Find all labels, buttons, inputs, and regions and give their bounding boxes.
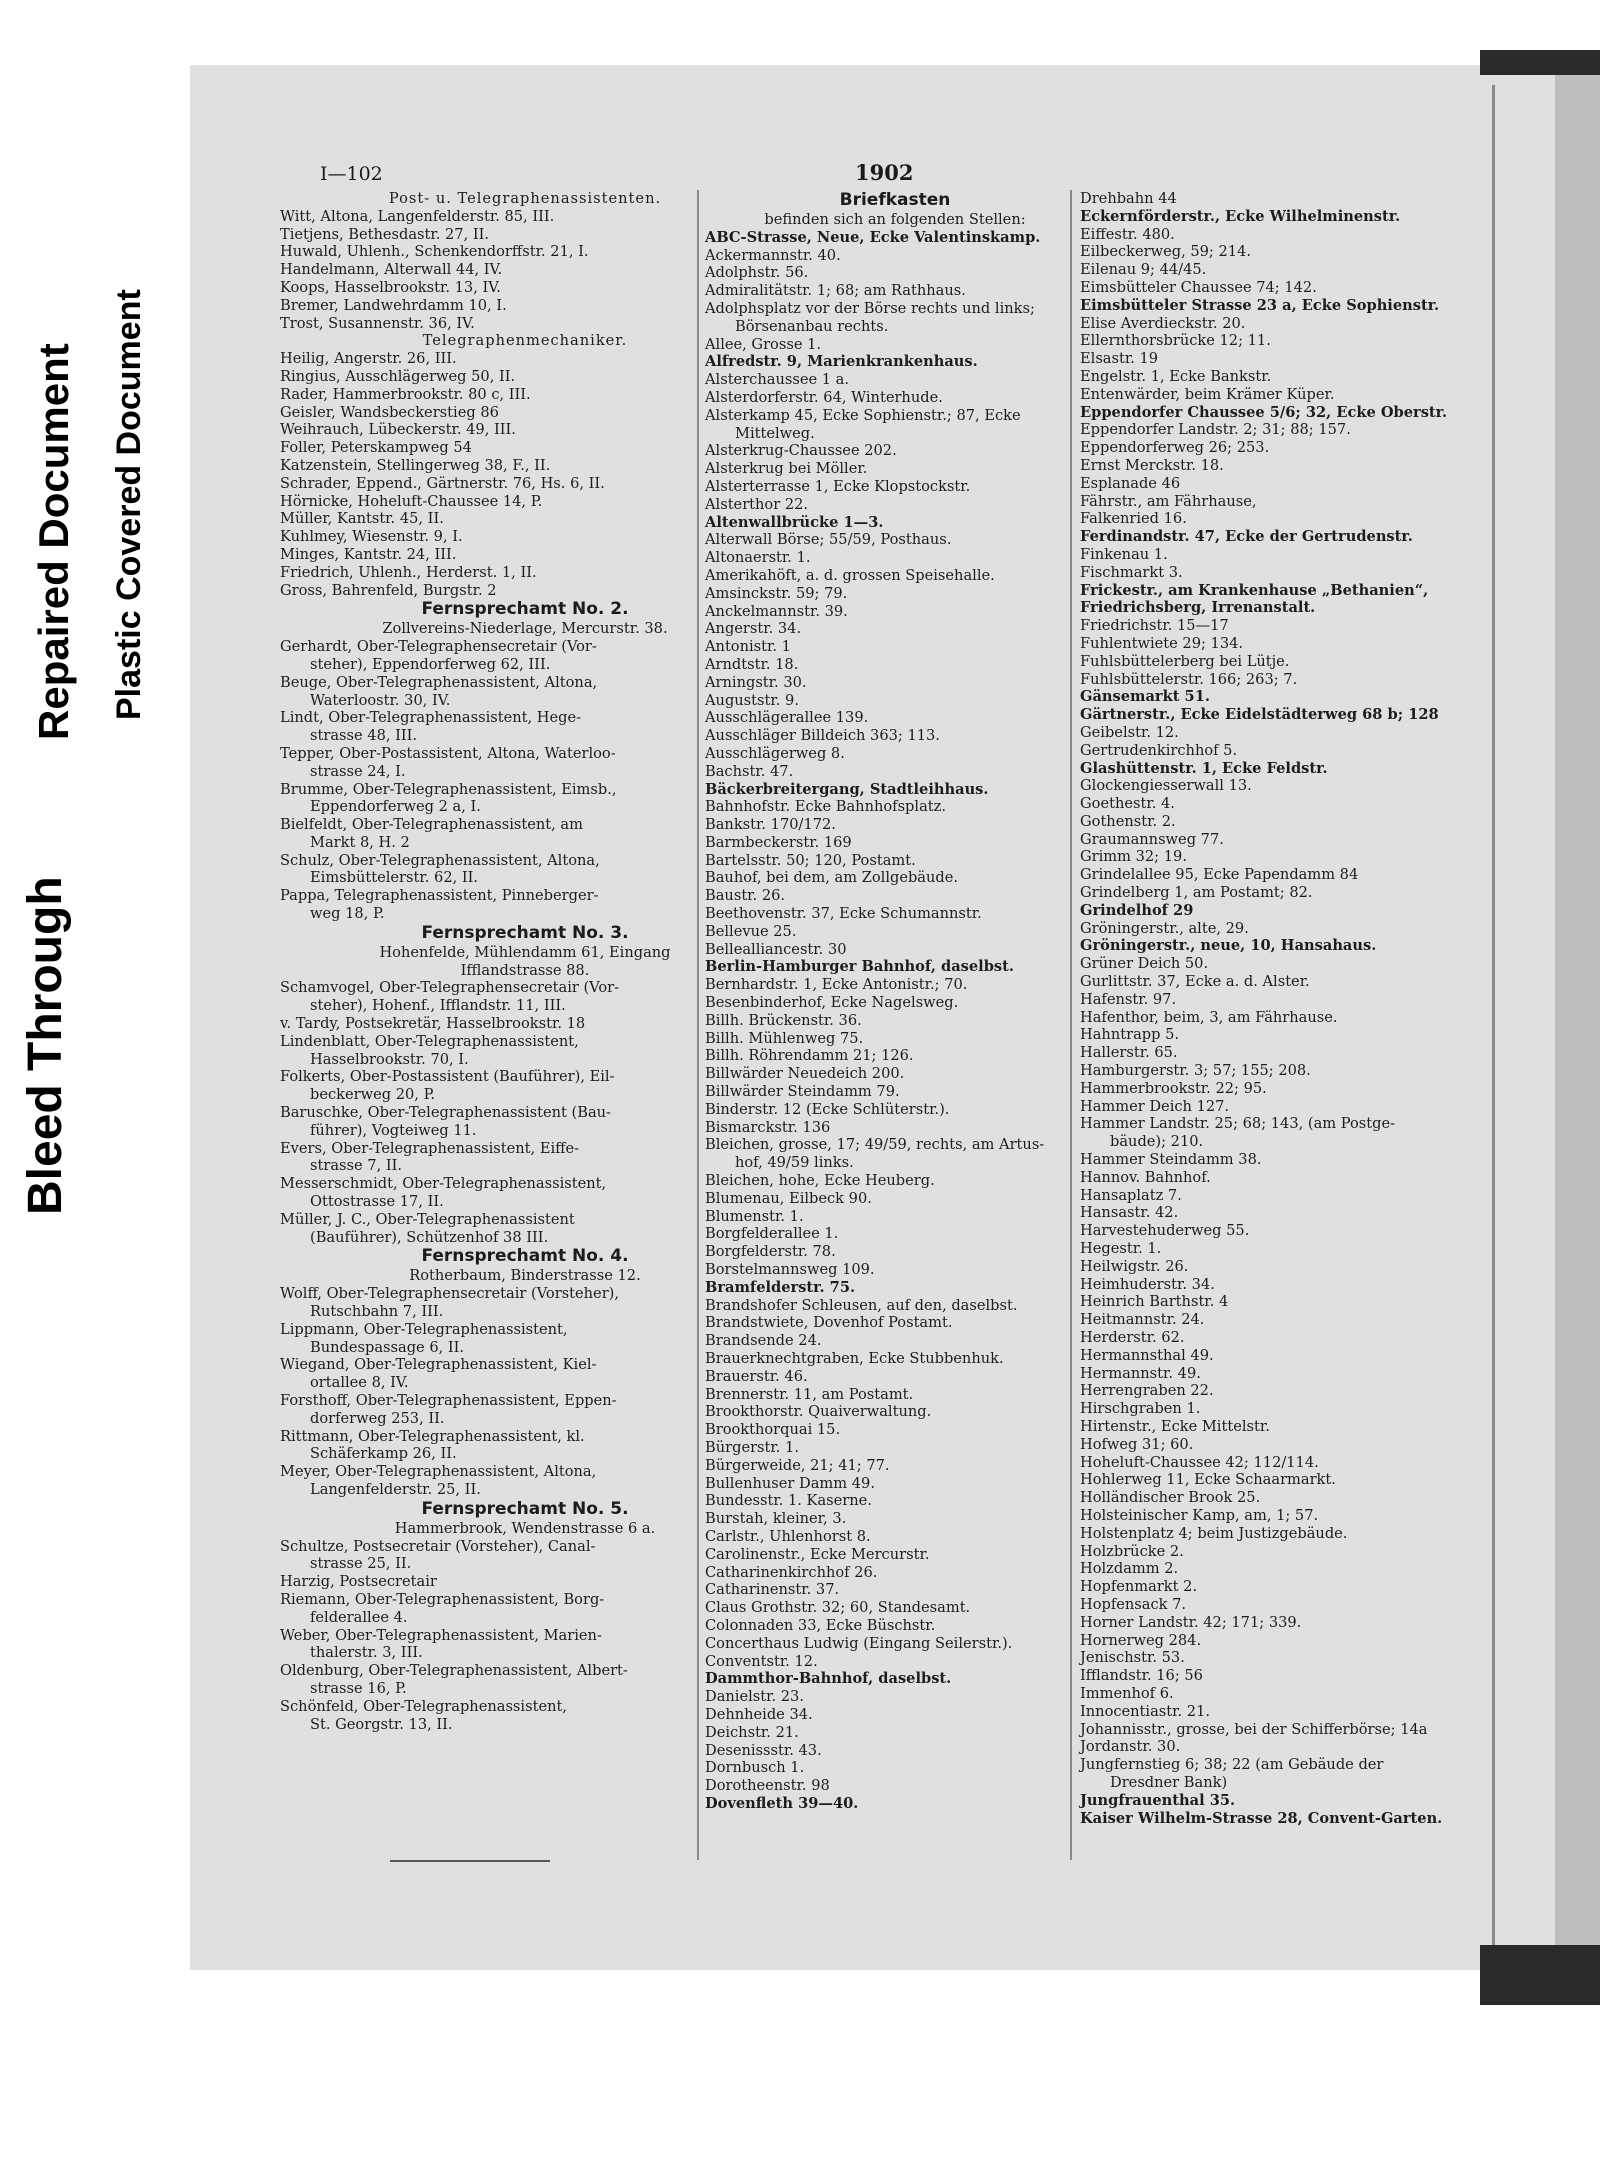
entry-line: Fuhlsbüttelerstr. 166; 263; 7. xyxy=(1080,670,1298,688)
entry-line: felderallee 4. xyxy=(310,1608,408,1626)
entry-line: Baruschke, Ober-Telegraphenassistent (Bau- xyxy=(280,1104,611,1122)
entry-line: Gerhardt, Ober-Telegraphensecretair (Vor- xyxy=(280,638,597,656)
entry-line: Allee, Grosse 1. xyxy=(705,335,822,353)
entry-line: Elise Averdieckstr. 20. xyxy=(1080,314,1246,332)
entry-line: Fischmarkt 3. xyxy=(1080,563,1183,581)
entry-line: Besenbinderhof, Ecke Nagelsweg. xyxy=(705,994,959,1012)
entry-line: Eimsbüttelerstr. 62, II. xyxy=(310,869,479,887)
entry-line: Hohlerweg 11, Ecke Schaarmarkt. xyxy=(1080,1471,1336,1489)
entry-line: Folkerts, Ober-Postassistent (Bauführer), Eil- xyxy=(280,1068,615,1086)
entry-line: Bauhof, bei dem, am Zollgebäude. xyxy=(705,869,959,887)
entry-line: Weber, Ober-Telegraphenassistent, Marien- xyxy=(280,1626,602,1644)
entry-line: Alsterkrug-Chaussee 202. xyxy=(705,442,897,460)
entry-line: Börsenanbau rechts. xyxy=(735,317,889,335)
entry-line: Ferdinandstr. 47, Ecke der Gertrudenstr. xyxy=(1080,528,1413,546)
entry-line: Messerschmidt, Ober-Telegraphenassistent, xyxy=(280,1175,607,1193)
entry-line: Harzig, Postsecretair xyxy=(280,1573,437,1591)
entry-line: Mittelweg. xyxy=(735,424,815,442)
entry-line: Schultze, Postsecretair (Vorsteher), Canal- xyxy=(280,1537,596,1555)
entry-line: Ringius, Ausschlägerweg 50, II. xyxy=(280,367,516,385)
entry-line: Grindelberg 1, am Postamt; 82. xyxy=(1080,884,1313,902)
entry-line: Billh. Röhrendamm 21; 126. xyxy=(705,1047,914,1065)
entry-line: Brookthorquai 15. xyxy=(705,1421,841,1439)
entry-line: Bachstr. 47. xyxy=(705,762,794,780)
entry-line: Alsterkrug bei Möller. xyxy=(705,460,868,478)
entry-line: Alsterdorferstr. 64, Winterhude. xyxy=(705,388,943,406)
entry-line: Fuhlentwiete 29; 134. xyxy=(1080,634,1244,652)
entry-line: Bundespassage 6, II. xyxy=(310,1338,465,1356)
entry-line: dorferweg 253, II. xyxy=(310,1409,445,1427)
entry-line: Brandshofer Schleusen, auf den, daselbst. xyxy=(705,1296,1018,1314)
entry-line: Riemann, Ober-Telegraphenassistent, Borg- xyxy=(280,1590,605,1608)
entry-line: Witt, Altona, Langenfelderstr. 85, III. xyxy=(280,207,555,225)
entry-line: Gröningerstr., alte, 29. xyxy=(1080,919,1249,937)
entry-line: Bahnhofstr. Ecke Bahnhofsplatz. xyxy=(705,798,946,816)
entry-line: Carolinenstr., Ecke Mercurstr. xyxy=(705,1545,930,1563)
entry-line: weg 18, P. xyxy=(310,905,385,923)
entry-line: Evers, Ober-Telegraphenassistent, Eiffe- xyxy=(280,1139,580,1157)
entry-line: Eppendorfer Landstr. 2; 31; 88; 157. xyxy=(1080,421,1351,439)
entry-line: Holländischer Brook 25. xyxy=(1080,1489,1261,1507)
entry-line: Hammer Landstr. 25; 68; 143, (am Postge- xyxy=(1080,1115,1396,1133)
section-heading: Telegraphenmechaniker. xyxy=(422,332,628,350)
entry-line: Ellernthorsbrücke 12; 11. xyxy=(1080,332,1271,350)
entry-line: Ausschlägerallee 139. xyxy=(705,709,869,727)
entry-line: Herrengraben 22. xyxy=(1080,1382,1214,1400)
entry-line: Ottostrasse 17, II. xyxy=(310,1193,444,1211)
entry-line: Geisler, Wandsbeckerstieg 86 xyxy=(280,403,499,421)
scanned-page xyxy=(190,50,1600,2005)
entry-line: Hasselbrookstr. 70, I. xyxy=(310,1050,469,1068)
entry-line: Gärtnerstr., Ecke Eidelstädterweg 68 b; 128 xyxy=(1080,706,1439,724)
entry-line: Concerthaus Ludwig (Eingang Seilerstr.). xyxy=(705,1634,1013,1652)
entry-line: Ausschläger Billdeich 363; 113. xyxy=(705,727,940,745)
entry-line: Alsterthor 22. xyxy=(705,495,809,513)
entry-line: Beuge, Ober-Telegraphenassistent, Altona, xyxy=(280,673,598,691)
entry-line: Hahntrapp 5. xyxy=(1080,1026,1180,1044)
entry-line: (Bauführer), Schützenhof 38 III. xyxy=(310,1228,549,1246)
entry-line: ortallee 8, IV. xyxy=(310,1374,409,1392)
entry-line: Johannisstr., grosse, bei der Schifferbörse; 14a xyxy=(1080,1720,1428,1738)
entry-line: Falkenried 16. xyxy=(1080,510,1187,528)
entry-line: Claus Grothstr. 32; 60, Standesamt. xyxy=(705,1599,971,1617)
entry-line: Alsterchaussee 1 a. xyxy=(705,371,849,389)
entry-line: beckerweg 20, P. xyxy=(310,1086,436,1104)
entry-line: Friedrichsberg, Irrenanstalt. xyxy=(1080,599,1316,617)
entry-line: Rutschbahn 7, III. xyxy=(310,1303,444,1321)
entry-line: Koops, Hasselbrookstr. 13, IV. xyxy=(280,278,501,296)
entry-line: Arndtstr. 18. xyxy=(705,655,799,673)
entry-line: Bundesstr. 1. Kaserne. xyxy=(705,1492,872,1510)
entry-line: Bismarckstr. 136 xyxy=(705,1118,831,1136)
entry-line: Eimsbütteler Strasse 23 a, Ecke Sophienstr. xyxy=(1080,296,1440,314)
entry-line: Ausschlägerweg 8. xyxy=(705,744,845,762)
page-year: 1902 xyxy=(855,160,914,185)
entry-line: Bellevue 25. xyxy=(705,922,797,940)
entry-line: Dovenfleth 39—40. xyxy=(705,1794,859,1812)
entry-line: Catharinenkirchhof 26. xyxy=(705,1563,878,1581)
entry-line: hof, 49/59 links. xyxy=(735,1154,854,1172)
entry-line: Eimsbütteler Chaussee 74; 142. xyxy=(1080,278,1317,296)
entry-line: Blumenau, Eilbeck 90. xyxy=(705,1189,872,1207)
entry-line: Rittmann, Ober-Telegraphenassistent, kl. xyxy=(280,1427,585,1445)
section-heading: Post- u. Telegraphenassistenten. xyxy=(388,190,662,207)
entry-line: Bullenhuser Damm 49. xyxy=(705,1474,875,1492)
column-telegraph-staff xyxy=(280,190,770,1733)
entry-line: Antonistr. 1 xyxy=(705,638,791,656)
entry-line: Jordanstr. 30. xyxy=(1080,1738,1181,1756)
entry-line: Heitmannstr. 24. xyxy=(1080,1311,1205,1329)
entry-line: Dammthor-Bahnhof, daselbst. xyxy=(705,1670,952,1688)
entry-line: Lindenblatt, Ober-Telegraphenassistent, xyxy=(280,1032,579,1050)
entry-line: Arningstr. 30. xyxy=(705,673,807,691)
section-subheading: befinden sich an folgenden Stellen: xyxy=(764,211,1026,228)
entry-line: strasse 7, II. xyxy=(310,1157,403,1175)
entry-line: Bernhardstr. 1, Ecke Antonistr.; 70. xyxy=(705,976,968,994)
entry-line: Eilbeckerweg, 59; 214. xyxy=(1080,243,1251,261)
entry-line: Deichstr. 21. xyxy=(705,1723,799,1741)
entry-line: ABC-Strasse, Neue, Ecke Valentinskamp. xyxy=(705,228,1041,246)
binding-strip xyxy=(1555,75,1600,1945)
entry-line: Gertrudenkirchhof 5. xyxy=(1080,741,1238,759)
entry-line: Borstelmannsweg 109. xyxy=(705,1261,875,1279)
entry-line: Pappa, Telegraphenassistent, Pinneberger- xyxy=(280,887,599,905)
entry-line: Eiffestr. 480. xyxy=(1080,225,1175,243)
entry-line: Drehbahn 44 xyxy=(1080,190,1177,207)
entry-line: Hammer Deich 127. xyxy=(1080,1097,1230,1115)
entry-line: Beethovenstr. 37, Ecke Schumannstr. xyxy=(705,905,982,923)
entry-line: Hegestr. 1. xyxy=(1080,1240,1162,1258)
entry-line: Eppendorfer Chaussee 5/6; 32, Ecke Oberstr. xyxy=(1080,403,1448,421)
entry-line: Ifflandstr. 16; 56 xyxy=(1080,1667,1203,1685)
entry-line: Herderstr. 62. xyxy=(1080,1329,1185,1346)
entry-line: Hafenstr. 97. xyxy=(1080,990,1177,1008)
entry-line: Admiralitätstr. 1; 68; am Rathhaus. xyxy=(705,282,966,300)
entry-line: Hofweg 31; 60. xyxy=(1080,1435,1194,1453)
entry-line: Glockengiesserwall 13. xyxy=(1080,777,1252,795)
label-bleed-through: Bleed Through xyxy=(19,876,72,1215)
column-end-rule xyxy=(390,1860,550,1862)
entry-line: strasse 48, III. xyxy=(310,727,418,745)
entry-line: Eckernförderstr., Ecke Wilhelminenstr. xyxy=(1080,207,1401,225)
entry-line: Hafenthor, beim, 3, am Fährhause. xyxy=(1080,1008,1338,1026)
entry-line: Eilenau 9; 44/45. xyxy=(1080,261,1207,279)
entry-line: Kuhlmey, Wiesenstr. 9, I. xyxy=(280,528,463,546)
label-plastic-covered-document: Plastic Covered Document xyxy=(110,289,148,720)
entry-line: Bremer, Landwehrdamm 10, I. xyxy=(280,296,507,314)
entry-line: Esplanade 46 xyxy=(1080,474,1181,492)
entry-line: Tietjens, Bethesdastr. 27, II. xyxy=(280,225,490,243)
entry-line: Bürgerweide, 21; 41; 77. xyxy=(705,1456,890,1474)
entry-line: Wolff, Ober-Telegraphensecretair (Vorsteher), xyxy=(280,1285,620,1303)
entry-line: Altenwallbrücke 1—3. xyxy=(705,513,884,531)
entry-line: Hermannsthal 49. xyxy=(1080,1346,1214,1364)
entry-line: Hallerstr. 65. xyxy=(1080,1044,1178,1062)
entry-line: Brauerknechtgraben, Ecke Stubbenhuk. xyxy=(705,1350,1004,1367)
entry-line: Carlstr., Uhlenhorst 8. xyxy=(705,1527,871,1545)
entry-line: Frickestr., am Krankenhause „Bethanien“, xyxy=(1080,581,1429,599)
entry-line: Hammer Steindamm 38. xyxy=(1080,1151,1262,1169)
entry-line: Bürgerstr. 1. xyxy=(705,1438,799,1456)
entry-line: Holzbrücke 2. xyxy=(1080,1542,1184,1560)
entry-line: Brandsende 24. xyxy=(705,1332,822,1350)
entry-line: Conventstr. 12. xyxy=(705,1652,818,1670)
entry-line: Bielfeldt, Ober-Telegraphenassistent, am xyxy=(280,816,583,834)
entry-line: Jungfrauenthal 35. xyxy=(1080,1791,1236,1809)
entry-line: Danielstr. 23. xyxy=(705,1688,804,1706)
entry-line: Hirtenstr., Ecke Mittelstr. xyxy=(1080,1417,1270,1435)
entry-line: Alterwall Börse; 55/59, Posthaus. xyxy=(705,531,952,549)
entry-line: Kaiser Wilhelm-Strasse 28, Convent-Garten. xyxy=(1080,1809,1443,1827)
entry-line: Dorotheenstr. 98 xyxy=(705,1777,830,1795)
entry-line: Bellealliancestr. 30 xyxy=(705,940,847,958)
entry-line: Amerikahöft, a. d. grossen Speisehalle. xyxy=(705,566,995,584)
entry-line: Borgfelderstr. 78. xyxy=(705,1243,836,1261)
entry-line: Meyer, Ober-Telegraphenassistent, Altona, xyxy=(280,1463,597,1481)
entry-line: Oldenburg, Ober-Telegraphenassistent, Albert- xyxy=(280,1662,628,1680)
entry-line: Alsterkamp 45, Ecke Sophienstr.; 87, Ecke xyxy=(705,406,1021,424)
entry-line: Ackermannstr. 40. xyxy=(705,246,841,264)
entry-line: Dresdner Bank) xyxy=(1110,1773,1228,1791)
entry-line: Trost, Susannenstr. 36, IV. xyxy=(280,314,475,332)
entry-line: Binderstr. 12 (Ecke Schlüterstr.). xyxy=(705,1100,950,1118)
entry-line: Billwärder Steindamm 79. xyxy=(705,1083,900,1101)
entry-line: Billwärder Neuedeich 200. xyxy=(705,1065,905,1083)
entry-line: Handelmann, Alterwall 44, IV. xyxy=(280,261,503,279)
entry-line: Engelstr. 1, Ecke Bankstr. xyxy=(1080,367,1272,385)
entry-line: Geibelstr. 12. xyxy=(1080,723,1179,741)
entry-line: Billh. Mühlenweg 75. xyxy=(705,1029,864,1047)
entry-line: Altonaerstr. 1. xyxy=(705,549,811,567)
entry-line: Borgfelderallee 1. xyxy=(705,1225,839,1243)
section-subheading: Ifflandstrasse 88. xyxy=(460,961,590,979)
entry-line: Alsterterrasse 1, Ecke Klopstockstr. xyxy=(705,477,971,495)
entry-line: Holzdamm 2. xyxy=(1080,1560,1179,1578)
entry-line: Hopfensack 7. xyxy=(1080,1595,1187,1613)
entry-line: Schäferkamp 26, II. xyxy=(310,1445,457,1463)
section-subheading: Hammerbrook, Wendenstrasse 6 a. xyxy=(394,1519,656,1537)
entry-line: Weihrauch, Lübeckerstr. 49, III. xyxy=(280,421,516,439)
entry-line: Berlin-Hamburger Bahnhof, daselbst. xyxy=(705,958,1014,976)
entry-line: Holsteinischer Kamp, am, 1; 57. xyxy=(1080,1506,1319,1524)
entry-line: Bäckerbreitergang, Stadtleihhaus. xyxy=(705,780,989,798)
entry-line: Brandstwiete, Dovenhof Postamt. xyxy=(705,1314,953,1332)
section-heading: Fernsprechamt No. 3. xyxy=(421,922,629,943)
entry-line: Gänsemarkt 51. xyxy=(1080,688,1210,706)
entry-line: Alfredstr. 9, Marienkrankenhaus. xyxy=(705,353,978,371)
entry-line: strasse 25, II. xyxy=(310,1555,412,1573)
entry-line: Grindelallee 95, Ecke Papendamm 84 xyxy=(1080,866,1359,884)
annotation-sidebar xyxy=(0,0,190,2177)
entry-line: Bleichen, hohe, Ecke Heuberg. xyxy=(705,1172,935,1190)
entry-line: Amsinckstr. 59; 79. xyxy=(705,584,848,602)
entry-line: strasse 24, I. xyxy=(310,762,406,780)
section-heading: Fernsprechamt No. 5. xyxy=(421,1498,629,1519)
entry-line: Fährstr., am Fährhause, xyxy=(1080,492,1257,510)
entry-line: Hornerweg 284. xyxy=(1080,1631,1202,1649)
entry-line: Adolphsplatz vor der Börse rechts und links; xyxy=(705,299,1035,317)
entry-line: Gurlittstr. 37, Ecke a. d. Alster. xyxy=(1080,973,1310,991)
entry-line: Hörnicke, Hoheluft-Chaussee 14, P. xyxy=(280,492,543,510)
entry-line: Elsastr. 19 xyxy=(1080,350,1159,368)
entry-line: Brauerstr. 46. xyxy=(705,1367,808,1385)
entry-line: Entenwärder, beim Krämer Küper. xyxy=(1080,385,1335,403)
section-subheading: Zollvereins-Niederlage, Mercurstr. 38. xyxy=(382,620,668,638)
entry-line: Heimhuderstr. 34. xyxy=(1080,1275,1215,1293)
section-subheading: Rotherbaum, Binderstrasse 12. xyxy=(409,1267,641,1285)
entry-line: bäude); 210. xyxy=(1110,1133,1204,1151)
entry-line: steher), Eppendorferweg 62, III. xyxy=(310,655,551,673)
entry-line: Dehnheide 34. xyxy=(705,1705,813,1723)
scan-corner-top xyxy=(1480,50,1600,75)
entry-line: Langenfelderstr. 25, II. xyxy=(310,1480,481,1498)
entry-line: Harvestehuderweg 55. xyxy=(1080,1222,1250,1240)
entry-line: Hannov. Bahnhof. xyxy=(1080,1168,1211,1186)
entry-line: Billh. Brückenstr. 36. xyxy=(705,1011,862,1029)
entry-line: Innocentiastr. 21. xyxy=(1080,1702,1211,1720)
entry-line: Grindelhof 29 xyxy=(1080,901,1194,919)
entry-line: Bartelsstr. 50; 120, Postamt. xyxy=(705,851,916,869)
entry-line: Hamburgerstr. 3; 57; 155; 208. xyxy=(1080,1062,1311,1080)
entry-line: Forsthoff, Ober-Telegraphenassistent, Eppen- xyxy=(280,1392,617,1409)
entry-line: Catharinenstr. 37. xyxy=(705,1581,840,1599)
entry-line: Finkenau 1. xyxy=(1080,545,1168,563)
entry-line: Fuhlsbüttelerberg bei Lütje. xyxy=(1080,652,1290,670)
entry-line: Friedrich, Uhlenh., Herderst. 1, II. xyxy=(280,563,537,581)
entry-line: Dornbusch 1. xyxy=(705,1759,805,1777)
entry-line: Katzenstein, Stellingerweg 38, F., II. xyxy=(280,456,551,474)
entry-line: Hopfenmarkt 2. xyxy=(1080,1578,1198,1596)
entry-line: Hammerbrookstr. 22; 95. xyxy=(1080,1079,1267,1097)
entry-line: Brookthorstr. Quaiverwaltung. xyxy=(705,1403,932,1421)
section-heading: Briefkasten xyxy=(839,190,951,210)
entry-line: Desenissstr. 43. xyxy=(705,1741,822,1759)
entry-line: thalerstr. 3, III. xyxy=(310,1644,423,1662)
entry-line: Hansaplatz 7. xyxy=(1080,1186,1182,1204)
entry-line: Holstenplatz 4; beim Justizgebäude. xyxy=(1080,1524,1348,1542)
entry-line: Bankstr. 170/172. xyxy=(705,816,836,834)
entry-line: Jenischstr. 53. xyxy=(1080,1649,1185,1667)
section-heading: Fernsprechamt No. 2. xyxy=(421,599,629,620)
entry-line: Brumme, Ober-Telegraphenassistent, Eimsb., xyxy=(280,780,617,798)
entry-line: Baustr. 26. xyxy=(705,887,786,905)
entry-line: Friedrichstr. 15—17 xyxy=(1080,617,1229,635)
entry-line: v. Tardy, Postsekretär, Hasselbrookstr. 18 xyxy=(280,1015,586,1033)
entry-line: Grüner Deich 50. xyxy=(1080,955,1209,973)
column-briefkasten-continued xyxy=(1080,190,1520,1827)
section-subheading: Hohenfelde, Mühlendamm 61, Eingang xyxy=(379,943,671,961)
entry-line: Anckelmannstr. 39. xyxy=(705,602,848,620)
entry-line: Gross, Bahrenfeld, Burgstr. 2 xyxy=(280,581,497,599)
entry-line: Tepper, Ober-Postassistent, Altona, Waterloo- xyxy=(280,744,616,762)
entry-line: Hansastr. 42. xyxy=(1080,1204,1179,1222)
entry-line: Schönfeld, Ober-Telegraphenassistent, xyxy=(280,1697,567,1715)
entry-line: Grimm 32; 19. xyxy=(1080,848,1187,866)
entry-line: Bleichen, grosse, 17; 49/59, rechts, am Artus- xyxy=(705,1136,1045,1154)
entry-line: Gröningerstr., neue, 10, Hansahaus. xyxy=(1080,937,1377,955)
entry-line: Heinrich Barthstr. 4 xyxy=(1080,1293,1229,1311)
entry-line: Angerstr. 34. xyxy=(705,620,802,638)
entry-line: Graumannsweg 77. xyxy=(1080,830,1224,848)
entry-line: Minges, Kantstr. 24, III. xyxy=(280,545,457,563)
entry-line: Bramfelderstr. 75. xyxy=(705,1278,856,1296)
entry-line: Immenhof 6. xyxy=(1080,1684,1174,1702)
entry-line: Adolphstr. 56. xyxy=(705,264,809,282)
entry-line: Barmbeckerstr. 169 xyxy=(705,833,852,851)
section-heading: Fernsprechamt No. 4. xyxy=(421,1246,629,1267)
entry-line: Schamvogel, Ober-Telegraphensecretair (Vor- xyxy=(280,979,620,997)
entry-line: Brennerstr. 11, am Postamt. xyxy=(705,1385,914,1403)
page-scan xyxy=(190,65,1555,1970)
entry-line: Jungfernstieg 6; 38; 22 (am Gebäude der xyxy=(1080,1756,1384,1774)
entry-line: Huwald, Uhlenh., Schenkendorffstr. 21, I. xyxy=(280,243,589,261)
entry-line: Waterloostr. 30, IV. xyxy=(310,691,451,709)
entry-line: Heilig, Angerstr. 26, III. xyxy=(280,350,457,368)
entry-line: Eppendorferweg 26; 253. xyxy=(1080,439,1270,457)
entry-line: Müller, J. C., Ober-Telegraphenassistent xyxy=(280,1210,575,1228)
entry-line: Horner Landstr. 42; 171; 339. xyxy=(1080,1613,1302,1631)
entry-line: strasse 16, P. xyxy=(310,1679,407,1697)
entry-line: Wiegand, Ober-Telegraphenassistent, Kiel- xyxy=(280,1356,597,1374)
entry-line: St. Georgstr. 13, II. xyxy=(310,1715,453,1733)
entry-line: Auguststr. 9. xyxy=(705,691,799,709)
entry-line: Goethestr. 4. xyxy=(1080,795,1175,813)
scan-corner-bottom xyxy=(1480,1945,1600,2005)
entry-line: Blumenstr. 1. xyxy=(705,1207,804,1225)
entry-line: Lindt, Ober-Telegraphenassistent, Hege- xyxy=(280,709,582,727)
entry-line: Heilwigstr. 26. xyxy=(1080,1257,1189,1275)
entry-line: Müller, Kantstr. 45, II. xyxy=(280,510,444,528)
entry-line: Colonnaden 33, Ecke Büschstr. xyxy=(705,1616,936,1634)
entry-line: Burstah, kleiner, 3. xyxy=(705,1510,847,1528)
page-number: I—102 xyxy=(320,163,383,185)
entry-line: führer), Vogteiweg 11. xyxy=(310,1121,477,1139)
entry-line: Schulz, Ober-Telegraphenassistent, Altona, xyxy=(280,851,600,869)
entry-line: Hermannstr. 49. xyxy=(1080,1364,1201,1382)
entry-line: Hirschgraben 1. xyxy=(1080,1400,1201,1418)
entry-line: Glashüttenstr. 1, Ecke Feldstr. xyxy=(1080,759,1328,777)
entry-line: Gothenstr. 2. xyxy=(1080,812,1176,830)
entry-line: Markt 8, H. 2 xyxy=(310,833,410,851)
entry-line: Lippmann, Ober-Telegraphenassistent, xyxy=(280,1320,568,1338)
entry-line: Ernst Merckstr. 18. xyxy=(1080,456,1224,474)
entry-line: Foller, Peterskampweg 54 xyxy=(280,439,472,457)
label-repaired-document: Repaired Document xyxy=(30,343,77,740)
entry-line: Schrader, Eppend., Gärtnerstr. 76, Hs. 6, II. xyxy=(280,474,605,492)
entry-line: Rader, Hammerbrookstr. 80 c, III. xyxy=(280,385,531,403)
entry-line: Eppendorferweg 2 a, I. xyxy=(310,798,481,816)
entry-line: steher), Hohenf., Ifflandstr. 11, III. xyxy=(310,997,566,1015)
entry-line: Hoheluft-Chaussee 42; 112/114. xyxy=(1080,1453,1319,1471)
